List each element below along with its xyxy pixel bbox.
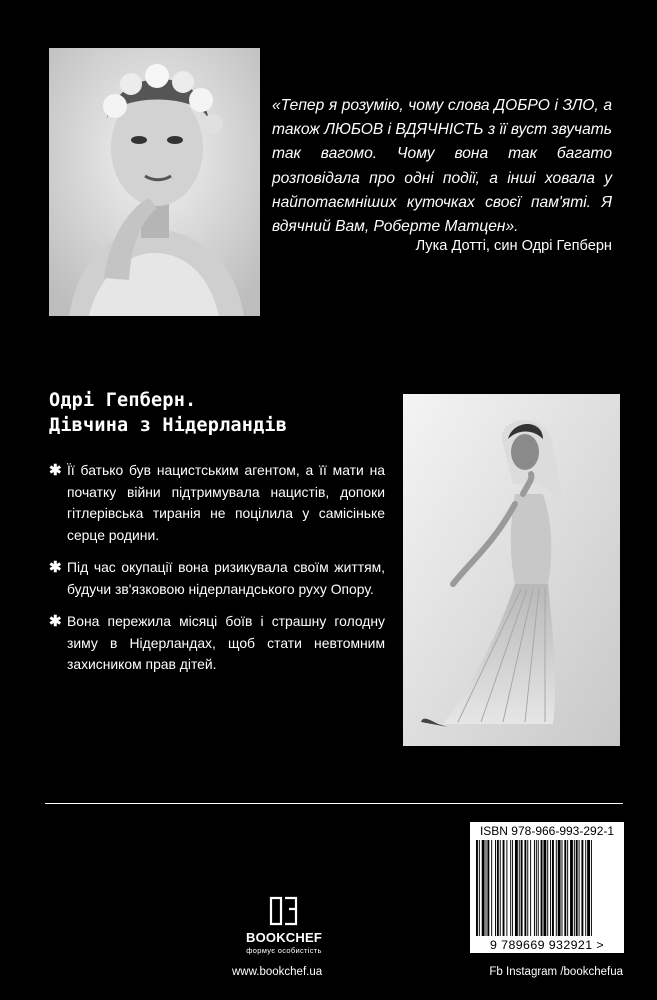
social-links[interactable]: Fb Instagram /bookchefua: [489, 966, 623, 978]
barcode-bar: [579, 840, 580, 936]
dancer-photo: [403, 394, 620, 746]
barcode-bar: [570, 840, 573, 936]
barcode-bar: [576, 840, 578, 936]
book-title: [49, 388, 287, 438]
barcode-bar: [536, 840, 537, 936]
barcode-bar: [585, 840, 586, 936]
barcode-bar: [497, 840, 499, 936]
publisher-tagline: формує особистість: [246, 946, 322, 955]
bookchef-logo-icon: [268, 895, 300, 927]
barcode-bar: [564, 840, 566, 936]
barcode-bar: [538, 840, 539, 936]
isbn-barcode: [470, 822, 624, 953]
barcode-bar: [552, 840, 554, 936]
isbn-label: ISBN 978-966-993-292-1: [479, 824, 615, 838]
book-title-line-2: Дівчина з Нідерландів: [49, 415, 288, 436]
barcode-bars: [474, 840, 622, 940]
barcode-digits: 9 789669 932921 >: [490, 938, 604, 952]
barcode-bar: [524, 840, 526, 936]
barcode-bar: [510, 840, 511, 936]
author-portrait-photo: [49, 48, 260, 316]
barcode-bar: [556, 840, 557, 936]
barcode-bar: [521, 840, 523, 936]
barcode-bar: [558, 840, 561, 936]
barcode-bar: [591, 840, 592, 936]
publisher-logo[interactable]: [232, 895, 336, 955]
barcode-bar: [487, 840, 489, 936]
barcode-bar: [567, 840, 568, 936]
barcode-bar: [534, 840, 535, 936]
barcode-bar: [519, 840, 520, 936]
barcode-bar: [515, 840, 518, 936]
asterisk-bullet-icon: ✱: [49, 613, 62, 630]
barcode-bar: [495, 840, 496, 936]
barcode-bar: [530, 840, 531, 936]
barcode-bar: [547, 840, 548, 936]
fact-text: Її батько був нацистським агентом, а її мати на початку війни підтримувала нацистів, допоки гітлерівська тиранія не поцілила у самісіньке серце родини.: [67, 462, 385, 543]
quote-author: Лука Дотті, син Одрі Гепберн: [415, 238, 612, 254]
testimonial-quote: «Тепер я розумію, чому слова ДОБРО і ЗЛО, а також ЛЮБОВ і ВДЯЧНІСТЬ з її вуст звучать так вагомо. Чому вона так багато розповідала про одні події, а інші ховала у найпотаємніших куточках своєї пам'яті. Я вдячний Вам, Роберте Матцен».: [272, 97, 612, 236]
book-title-line-1: Одрі Гепберн.: [49, 390, 197, 411]
barcode-bar: [479, 840, 480, 936]
fact-item: [49, 611, 385, 676]
asterisk-bullet-icon: ✱: [49, 462, 62, 479]
fact-item: [49, 557, 385, 600]
barcode-bar: [482, 840, 485, 936]
barcode-bar: [476, 840, 478, 936]
barcode-bar: [541, 840, 543, 936]
barcode-bar: [562, 840, 563, 936]
barcode-bar: [587, 840, 590, 936]
fact-text: Під час окупації вона ризикувала своїм життям, будучи зв'язковою нідерландського руху Опору.: [67, 559, 385, 597]
website-link[interactable]: www.bookchef.ua: [232, 966, 323, 978]
barcode-bar: [512, 840, 513, 936]
barcode-bar: [543, 840, 546, 936]
barcode-bar: [550, 840, 551, 936]
barcode-bar: [574, 840, 575, 936]
barcode-bar: [503, 840, 505, 936]
barcode-bar: [500, 840, 501, 936]
barcode-bar: [581, 840, 583, 936]
facts-list: [49, 460, 385, 687]
fact-item: [49, 460, 385, 546]
divider-line: [45, 803, 623, 804]
fact-text: Вона пережила місяці боїв і страшну голодну зиму в Нідерландах, щоб стати невтомним захисником прав дітей.: [67, 613, 385, 672]
asterisk-bullet-icon: ✱: [49, 559, 62, 576]
barcode-bar: [486, 840, 487, 936]
barcode-bar: [491, 840, 492, 936]
barcode-bar: [506, 840, 507, 936]
publisher-name: BOOKCHEF: [246, 930, 322, 945]
barcode-bar: [527, 840, 528, 936]
